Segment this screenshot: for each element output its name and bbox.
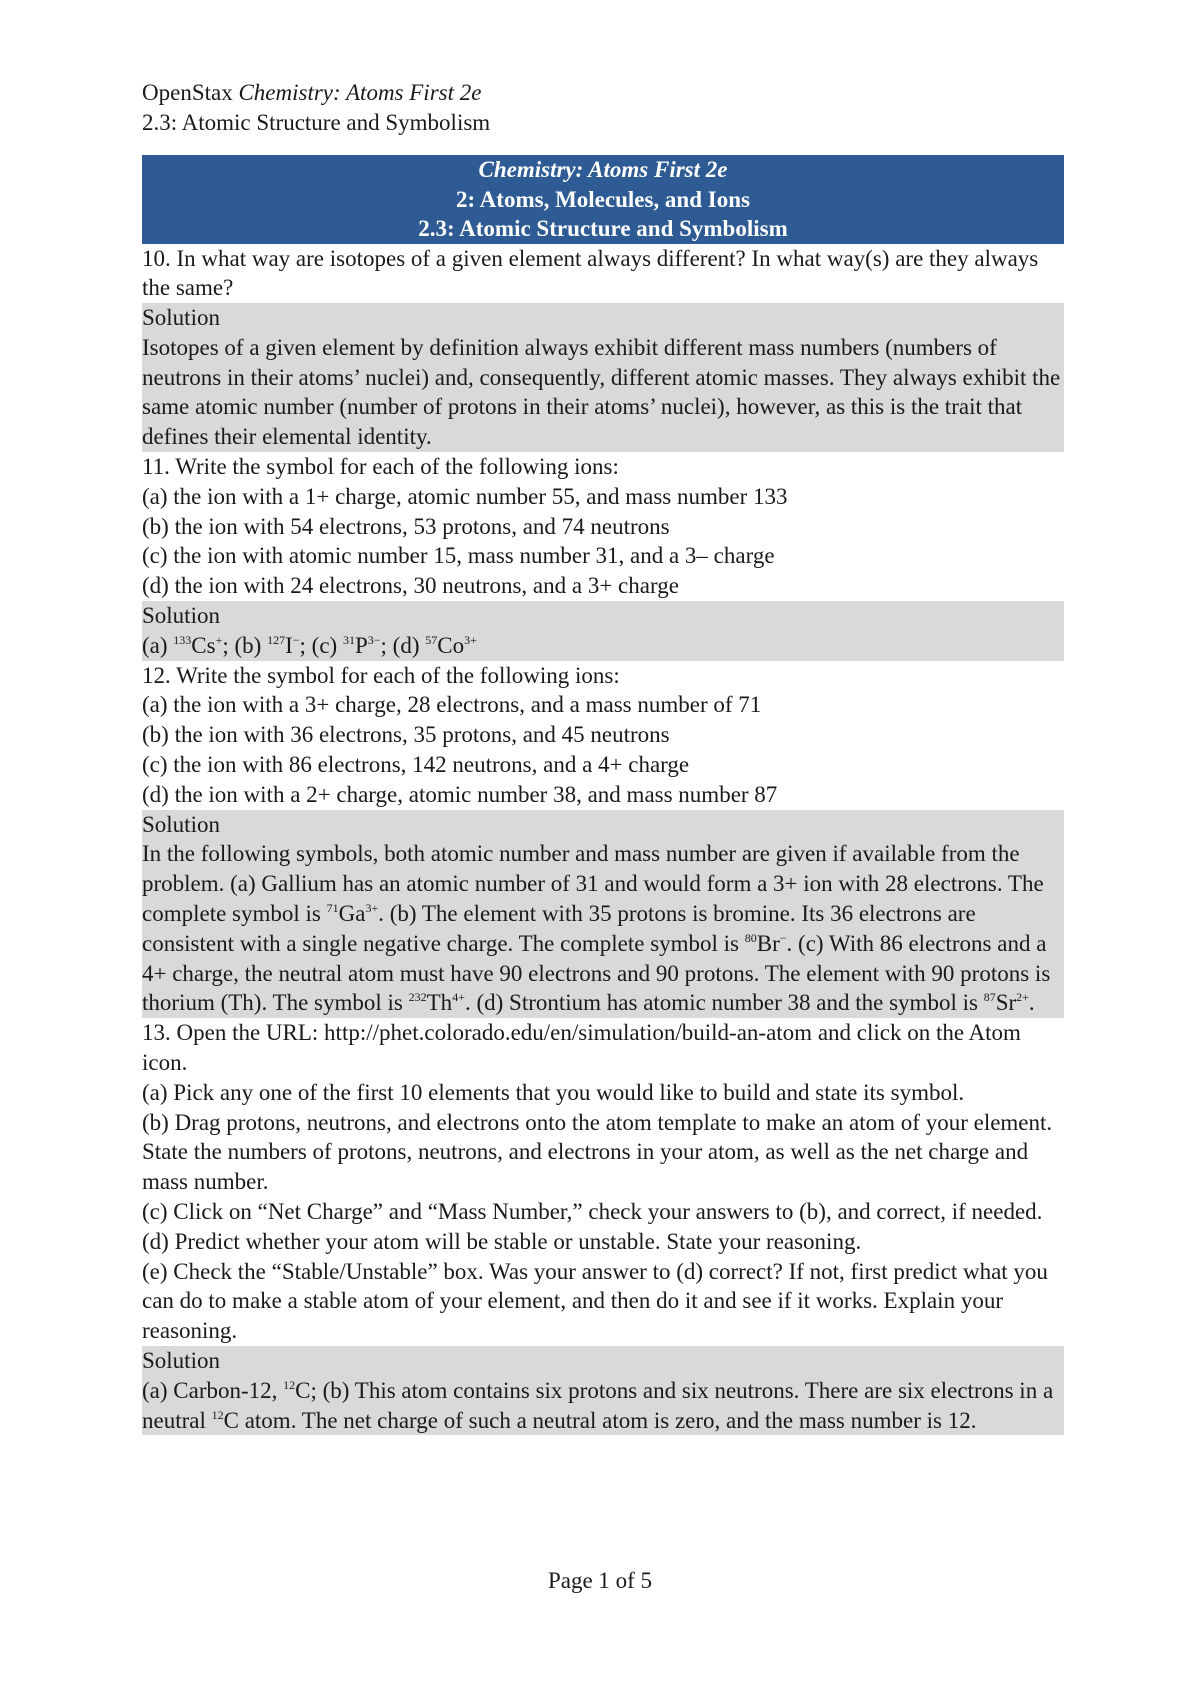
question-11-part-d: (d) the ion with 24 electrons, 30 neutrons, and a 3+ charge — [142, 573, 679, 599]
page-header — [142, 78, 490, 138]
solution-text: ; (b) This atom contains six protons and six neutrons. There are six electrons in a neutral — [142, 1377, 1054, 1433]
question-13-part-a: (a) Pick any one of the first 10 elements that you would like to build and state its symbol. — [142, 1079, 965, 1105]
element-symbol: C — [295, 1377, 311, 1403]
ion-charge: + — [215, 632, 223, 647]
mass-number: 57 — [425, 632, 438, 647]
banner-book: Chemistry: Atoms First 2e — [478, 157, 728, 182]
chapter-banner — [142, 155, 1064, 244]
solution-10-text: Isotopes of a given element by definition always exhibit different mass numbers (numbers of neutrons in their atoms’ nuclei) and, consequently, different atomic masses. They always exhibit the same atomic number (number of protons in their atoms’ nuclei), however, as this is the trait that defines their elemental identity. — [142, 334, 1061, 450]
mass-number: 71 — [326, 901, 339, 916]
banner-chapter: 2: Atoms, Molecules, and Ions — [456, 186, 750, 212]
question-11-part-a: (a) the ion with a 1+ charge, atomic number 55, and mass number 133 — [142, 483, 788, 509]
solution-12-text — [142, 839, 1064, 1018]
element-symbol: Sr — [995, 990, 1017, 1016]
question-13-part-d: (d) Predict whether your atom will be stable or unstable. State your reasoning. — [142, 1228, 862, 1254]
question-12: 12. Write the symbol for each of the following ions: — [142, 662, 620, 688]
element-symbol: P — [354, 632, 368, 658]
mass-number: 133 — [173, 632, 192, 647]
answer-label: ; (d) — [380, 632, 426, 658]
solution-text: In the following symbols, both atomic number and mass number are given if available from the problem. (a) Gallium has an atomic number of 31 and would form a 3+ ion with 28 electrons. The complete symbol is — [142, 841, 1044, 927]
ion-charge: 2+ — [1016, 990, 1029, 1005]
page-number: Page 1 of 5 — [547, 1568, 653, 1593]
solution-12 — [142, 810, 1064, 1019]
ion-charge: − — [779, 930, 787, 945]
ion-charge: 3− — [367, 632, 381, 647]
solution-text: (a) Carbon-12, — [142, 1377, 284, 1403]
mass-number: 127 — [267, 632, 286, 647]
ion-charge: 4+ — [452, 990, 465, 1005]
element-symbol: Th — [426, 990, 453, 1016]
solution-label: Solution — [142, 603, 220, 629]
header-section: 2.3: Atomic Structure and Symbolism — [142, 110, 491, 135]
mass-number: 232 — [408, 990, 427, 1005]
question-13-part-e: (e) Check the “Stable/Unstable” box. Was your answer to (d) correct? If not, first predict what you can do to make a stable atom of your element, and then do it and see if it works. Explain your reasoning. — [142, 1258, 1048, 1344]
question-12-part-c: (c) the ion with 86 electrons, 142 neutrons, and a 4+ charge — [142, 752, 690, 778]
solution-11-text — [142, 631, 1064, 661]
banner-section: 2.3: Atomic Structure and Symbolism — [418, 216, 788, 241]
solution-label: Solution — [142, 1347, 220, 1373]
solution-13-text — [142, 1376, 1064, 1436]
solution-10 — [142, 303, 1064, 452]
question-13: 13. Open the URL: http://phet.colorado.edu/en/simulation/build-an-atom and click on the Atom icon. — [142, 1020, 1021, 1076]
mass-number: 31 — [342, 632, 355, 647]
solution-text: . (c) With 86 electrons and a 4+ charge, the neutral atom must have 90 electrons and 90 protons. The element with 90 protons is thorium (Th). The symbol is — [142, 930, 1051, 1016]
element-symbol: I — [285, 632, 293, 658]
answer-label: (a) — [142, 632, 174, 658]
solution-text: . (d) Strontium has atomic number 38 and the symbol is — [464, 990, 984, 1016]
question-11-part-b: (b) the ion with 54 electrons, 53 protons, and 74 neutrons — [142, 513, 670, 539]
element-symbol: C — [223, 1407, 239, 1433]
question-13-part-c: (c) Click on “Net Charge” and “Mass Number,” check your answers to (b), and correct, if needed. — [142, 1199, 1043, 1224]
ion-charge: − — [292, 632, 300, 647]
element-symbol: Cs — [191, 632, 216, 658]
mass-number: 87 — [983, 990, 996, 1005]
element-symbol: Ga — [338, 901, 366, 927]
question-11: 11. Write the symbol for each of the following ions: — [142, 454, 619, 480]
header-book-title: Chemistry: Atoms First 2e — [238, 80, 482, 105]
solution-label: Solution — [142, 811, 220, 837]
solution-13 — [142, 1346, 1064, 1435]
question-13-part-b: (b) Drag protons, neutrons, and electrons onto the atom template to make an atom of your element. — [142, 1109, 1053, 1135]
mass-number: 80 — [744, 930, 757, 945]
element-symbol: Co — [437, 632, 465, 658]
solution-11 — [142, 601, 1064, 661]
solution-text: . (b) The element with 35 protons is bromine. Its 36 electrons are consistent with a single negative charge. The complete symbol is — [142, 901, 976, 956]
mass-number: 12 — [283, 1377, 296, 1392]
solution-text: . — [1028, 990, 1035, 1016]
question-10: 10. In what way are isotopes of a given element always different? In what way(s) are they always the same? — [142, 245, 1039, 301]
header-source — [142, 78, 490, 108]
question-13-instruction: State the numbers of protons, neutrons, and electrons in your atom, as well as the net charge and mass number. — [142, 1139, 1029, 1195]
mass-number: 12 — [211, 1407, 224, 1422]
question-12-part-d: (d) the ion with a 2+ charge, atomic number 38, and mass number 87 — [142, 781, 778, 807]
element-symbol: Br — [756, 930, 780, 956]
question-11-part-c: (c) the ion with atomic number 15, mass number 31, and a 3– charge — [142, 543, 775, 569]
question-12-part-a: (a) the ion with a 3+ charge, 28 electrons, and a mass number of 71 — [142, 692, 762, 718]
header-publisher: OpenStax — [142, 80, 233, 105]
solution-text: atom. The net charge of such a neutral atom is zero, and the mass number is 12. — [238, 1407, 977, 1433]
ion-charge: 3+ — [365, 901, 379, 916]
answer-label: ; (b) — [222, 632, 268, 658]
answer-label: ; (c) — [299, 632, 343, 658]
question-12-part-b: (b) the ion with 36 electrons, 35 protons, and 45 neutrons — [142, 722, 670, 748]
solution-label: Solution — [142, 305, 220, 331]
ion-charge: 3+ — [464, 632, 477, 647]
document-body — [142, 155, 1064, 1435]
